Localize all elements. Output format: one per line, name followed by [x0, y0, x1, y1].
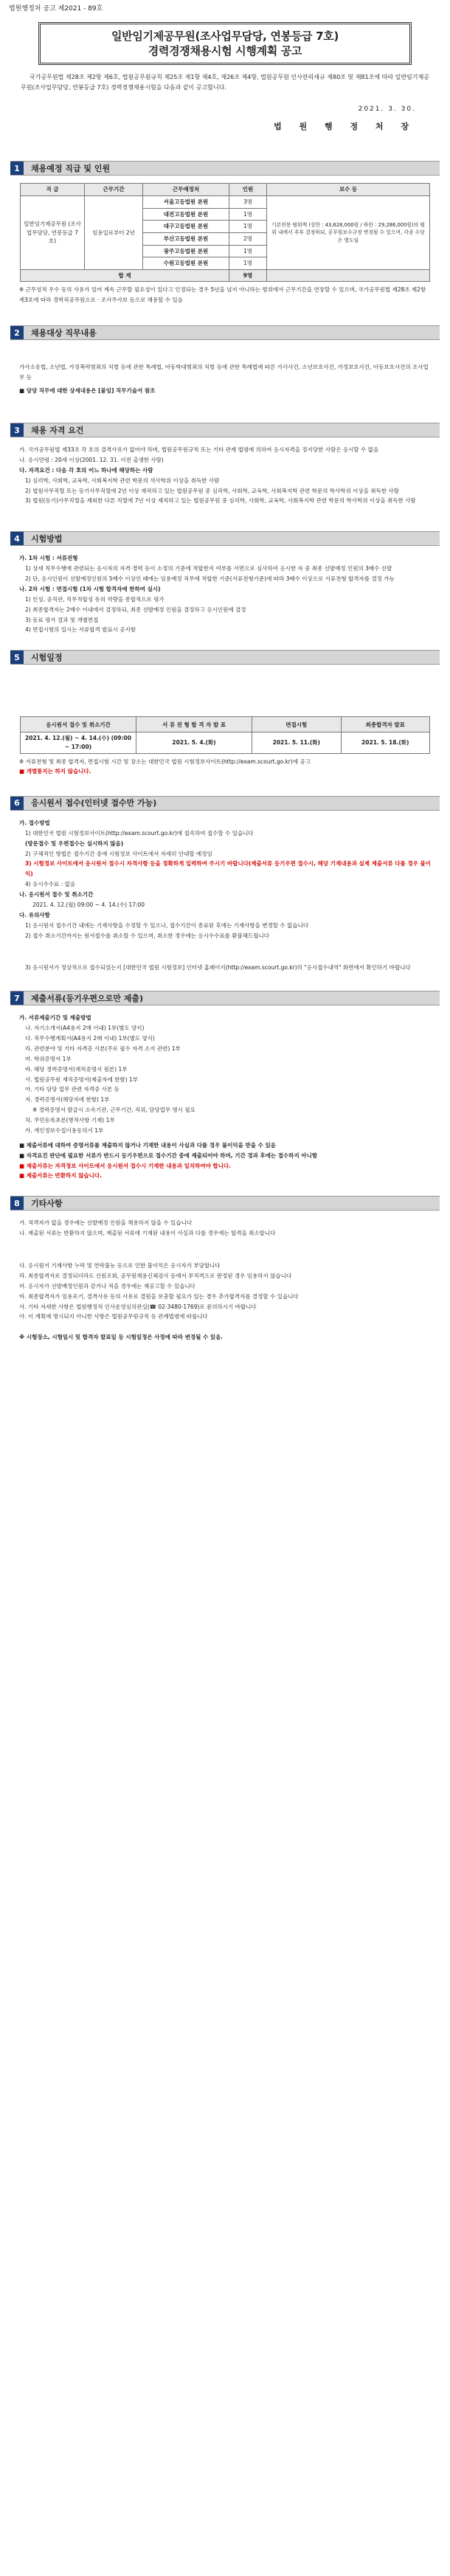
section-header-8	[10, 1196, 440, 1211]
app-line: 나. 응시원서 접수 및 취소기간	[19, 891, 94, 899]
col-header: 인원	[229, 184, 267, 196]
app-line: 2) 구체적인 방법은 접수기간 중에 시험정보 사이트에서 자세히 안내할 예정임	[25, 850, 212, 857]
section-number: 8	[10, 1197, 24, 1210]
app-line: 3) 시험정보 사이트에서 응시원서 접수시 자격사항 등을 정확하게 입력하여 주시기 바랍니다(제출서류 등기우편 접수시, 해당 기재내용과 실제 제출서류 다를 경우 불이익)	[25, 860, 431, 878]
method-item: 2) 최종합격자는 2배수 이내에서 결정하되, 최종 선발예정 인원을 결정하고 응시인원에 결정	[25, 606, 246, 613]
notice-title-line2: 경력경쟁채용시험 시행계획 공고	[148, 44, 302, 58]
app-line: 2) 접수 취소기간까지는 원서접수를 취소할 수 있으며, 취소한 경우에는 응시수수료를 환불해드립니다	[25, 932, 269, 939]
col-header: 면접시험	[252, 717, 341, 733]
count-cell: 3명	[229, 196, 267, 209]
app-line: 3) 응시원서가 정상적으로 접수되었는지 [대한민국 법원 시험정보] 인터넷 홈페이지(http://exam.scourt.go.kr)의 "응시접수내역" 화면에서 확인하기 바랍니다	[25, 964, 411, 972]
method-item: 나. 2차 시험 : 면접시험 (1차 시험 합격자에 한하여 실시)	[19, 585, 161, 592]
section-number: 4	[10, 532, 24, 545]
doc-line: 바. 해당 경력증명서(재직증명서 원본) 1부	[25, 1065, 128, 1073]
doc-line: 가. 서류제출기간 및 제출방법	[19, 1014, 91, 1022]
section-label: 채용 자격 요건	[31, 425, 84, 435]
col-header: 서 류 전 형 합 격 자 발 표	[136, 717, 252, 733]
schedule-warning: ■ 개별통지는 하지 않습니다.	[19, 768, 91, 775]
doc-warning: ■ 자격요건 판단에 필요한 서류가 반드시 등기우편으로 접수기간 중에 제출되어야 하며, 기간 경과 후에는 접수하지 아니함	[19, 1152, 318, 1159]
col-header: 최종합격자 발표	[341, 717, 429, 733]
notice-number: 법원행정처 공고 제2021 - 89호	[9, 5, 103, 13]
method-item: 4) 면접시험의 일시는 서류합격 발표시 공지함	[25, 626, 136, 634]
schedule-cell: 2021. 5. 4.(화)	[136, 733, 252, 753]
doc-warning: ■ 제출서류에 대하여 증명서류를 제출하지 않거나 기재한 내용이 사실과 다를 경우 불이익을 받을 수 있음	[19, 1141, 276, 1149]
office-cell: 서울고등법원 본원	[143, 196, 229, 209]
section-header-6	[10, 796, 440, 811]
section-label: 채용예정 직급 및 인원	[31, 163, 111, 173]
final-note: ※ 시험장소, 시험일시 및 합격자 발표일 등 시험일정은 사정에 따라 변경될 수 있음.	[19, 1334, 224, 1341]
office-cell: 광주고등법원 본원	[143, 245, 229, 257]
section1-note: ※ 근무성적 우수 등의 사유가 있어 계속 근무할 필요성이 있다고 인정되는 경우 5년을 넘지 아니하는 범위에서 근무기간을 연장할 수 있으며, 국가공무원법 제28조 제2항 제3호에 따라 경력직공무원으로 · 조사주사보 등으로 채용할 수 있음	[19, 286, 426, 303]
other-line: 마. 응시자가 선발예정인원과 같거나 적을 경우에는 재공고할 수 있습니다	[19, 1282, 195, 1289]
section-label: 기타사항	[31, 1198, 63, 1208]
col-header: 보수 등	[267, 184, 430, 196]
issuing-agency: 법 원 행 정 처 장	[274, 122, 416, 132]
duties-note: ■ 담당 직무에 대한 상세내용은 [붙임] 직무기술서 참조	[19, 387, 156, 395]
app-line: 4) 응시수수료 : 없음	[25, 881, 76, 888]
intro-paragraph: 국가공무원법 제28조 제2항 제6호, 법원공무원규칙 제25조 제1항 제4호, 제26조 제4항, 법원공무원 인사관리세규 제80조 및 제81조에 따라 일반임기제공무원(조사업무담당, 연봉등급 7호) 경력경쟁채용시험을 다음과 같이 공고합니다.	[21, 73, 429, 91]
doc-line: ※ 경력증명서 발급시 소속기관, 근무기간, 직위, 담당업무 명시 필요	[32, 1107, 195, 1114]
positions-table	[20, 183, 430, 282]
section-header-3	[10, 423, 440, 437]
total-label: 합 계	[21, 269, 229, 282]
section-number: 7	[10, 991, 24, 1005]
qual-sub: 3) 법원(등기)사무직렬을 제외한 다른 직렬에 7년 이상 재직하고 있는 법원공무원 중 심리학, 사회학, 교육학, 사회복지학 관련 학문의 학사학위 이상을 취득한 사람	[25, 497, 416, 505]
app-line: 2021. 4. 12.(월) 09:00 ~ 4. 14.(수) 17:00	[32, 901, 145, 908]
col-header: 응시원서 접수 및 취소기간	[21, 717, 136, 733]
method-item: 3) 동료 평가 결과 및 개별면접	[25, 616, 99, 623]
qual-item: 다. 자격요건 : 다음 각 호의 어느 하나에 해당하는 사람	[19, 466, 153, 474]
section-header-1	[10, 161, 440, 176]
schedule-cell: 2021. 5. 11.(화)	[252, 733, 341, 753]
section-label: 제출서류(등기우편으로만 제출)	[31, 993, 144, 1003]
total-count: 9명	[229, 269, 267, 282]
section-label: 시험일정	[31, 652, 63, 662]
count-cell: 1명	[229, 208, 267, 221]
total-blank	[267, 269, 430, 282]
notice-title-line1: 일반임기제공무원(조사업무담당, 연봉등급 7호)	[111, 30, 339, 43]
doc-line: 자. 경력증명서(해당자에 한함) 1부	[25, 1096, 110, 1104]
schedule-cell: 2021. 4. 12.(월) ~ 4. 14.(수) (09:00 ~ 17:00)	[21, 733, 136, 753]
schedule-cell: 2021. 5. 18.(화)	[341, 733, 429, 753]
method-item: 2) 단, 응시인원이 선발예정인원의 5배수 이상인 때에는 임용예정 직무에 적합한 기준(서류전형기준)에 따라 3배수 이상으로 서류전형 합격자를 결정 가능	[25, 575, 395, 583]
qual-sub: 1) 심리학, 사회학, 교육학, 사회복지학 관련 학문의 석사학위 이상을 취득한 사람	[25, 477, 220, 484]
section-number: 5	[10, 651, 24, 664]
other-line: 라. 최종합격자로 결정되더라도 신원조회, 공무원채용신체검사 등에서 부적격으로 판정된 경우 임용하지 않습니다	[19, 1272, 292, 1279]
section-number: 6	[10, 797, 24, 810]
doc-warning: ■ 제출서류는 자격정보 사이트에서 응시원서 접수시 기재한 내용과 일치하여야 합니다.	[19, 1162, 232, 1169]
pay-cell: 기본연봉 범위액 (상한 : 43,628,000원 / 하한 : 29,286,000원)의 범위 내에서 추후 결정하되, 공무원보수규정 변경될 수 있으며, 각종 수당은 별도임	[267, 196, 430, 270]
count-cell: 2명	[229, 232, 267, 245]
office-cell: 대전고등법원 본원	[143, 208, 229, 221]
doc-line: 카. 개인정보수집이용동의서 1부	[25, 1126, 104, 1134]
qual-item: 가. 국가공무원법 제33조 각 호의 결격사유가 없어야 하며, 법원공무원규칙 또는 기타 관계 법령에 의하여 응시자격을 정지당한 사람은 응시할 수 없음	[19, 446, 379, 454]
app-line: 1) 응시원서 접수기간 내에는 기재사항을 수정할 수 있으나, 접수기간이 종료된 후에는 기재사항을 변경할 수 없습니다	[25, 921, 308, 929]
other-line: 바. 최종합격자가 임용포기, 결격사유 등의 사유로 결원을 보충할 필요가 있는 경우 추가합격자를 결정할 수 있습니다	[19, 1292, 299, 1300]
office-cell: 수원고등법원 본원	[143, 257, 229, 270]
app-line: 가. 접수방법	[19, 819, 50, 826]
section-number: 1	[10, 162, 24, 175]
method-item: 1) 상세 직무수행에 관련되는 응시자의 자격·경력 등이 소정의 기준에 적합한지 여부를 서면으로 심사하여 응시한 자 중 최종 선발예정 인원의 3배수 선발	[25, 565, 392, 572]
method-item: 1) 인성, 공직관, 직무적합성 등의 역량을 종합적으로 평가	[25, 595, 165, 603]
section-header-4	[10, 531, 440, 546]
section-number: 3	[10, 423, 24, 437]
schedule-table	[20, 716, 430, 753]
qual-sub: 2) 법원사무직렬 또는 등기사무직렬에 2년 이상 재직하고 있는 법원공무원 중 심리학, 사회학, 교육학, 사회복지학 관련 학문의 학사학위 이상을 취득한 사람	[25, 487, 399, 494]
doc-line: 아. 기타 담당 업무 관련 자격증 사본 등	[25, 1086, 120, 1093]
qual-item: 나. 응시연령 : 20세 이상(2001. 12. 31. 이전 출생한 사람)	[19, 456, 164, 463]
other-line: 가. 적격자가 없을 경우에는 선발예정 인원을 채용하지 않을 수 있습니다	[19, 1219, 192, 1227]
col-header: 직 급	[21, 184, 85, 196]
rank-cell: 일반임기제공무원 (조사업무담당, 연봉등급 7호)	[21, 196, 85, 270]
count-cell: 1명	[229, 221, 267, 233]
app-line: (방문접수 및 우편접수는 실시하지 않음)	[25, 839, 124, 847]
doc-line: 라. 관련분야 및 기타 자격증 사본(주로 필수 자격 소지 관련) 1부	[25, 1045, 181, 1052]
other-line: 나. 제출된 서류는 반환하지 않으며, 제출된 서류에 기재된 내용이 사실과 다를 경우에는 합격을 취소합니다	[19, 1230, 276, 1237]
section-header-2	[10, 325, 440, 340]
section-number: 2	[10, 326, 24, 339]
app-line: 다. 유의사항	[19, 911, 50, 918]
other-line: 아. 이 계획에 명시되지 아니한 사항은 법원공무원규칙 등 관계법령에 따릅니다	[19, 1313, 208, 1320]
notice-date: 2021. 3. 30.	[358, 105, 416, 113]
doc-line: 사. 법원공무원 재직증명서(제출자에 한함) 1부	[25, 1076, 138, 1083]
duties-text: 가사소송법, 소년법, 가정폭력범죄의 처벌 등에 관한 특례법, 아동학대범죄의 처벌 등에 관한 특례법에 따른 가사사건, 소년보호사건, 가정보호사건, 아동보호사건의 조사업무 등	[19, 364, 429, 381]
section-header-7	[10, 991, 440, 1005]
doc-warning: ■ 제출서류는 반환하지 않습니다.	[19, 1172, 102, 1180]
period-cell: 임용일로부터 2년	[85, 196, 143, 270]
section-label: 시험방법	[31, 533, 63, 544]
office-cell: 부산고등법원 본원	[143, 232, 229, 245]
section-label: 채용대상 직무내용	[31, 328, 97, 338]
section-header-5	[10, 650, 440, 665]
schedule-note: ※ 서류전형 및 최종 합격자, 면접시험 시간 및 장소는 대한민국 법원 시험정보사이트(http://exam.scourt.go.kr)에 공고	[19, 758, 311, 765]
count-cell: 1명	[229, 245, 267, 257]
count-cell: 1명	[229, 257, 267, 270]
doc-line: 마. 학위증명서 1부	[25, 1055, 72, 1062]
doc-line: 다. 직무수행계획서(A4용지 2매 이내) 1부(별도 양식)	[25, 1035, 155, 1042]
doc-line: 나. 자기소개서(A4용지 2매 이내) 1부(별도 양식)	[25, 1025, 145, 1032]
office-cell: 대구고등법원 본원	[143, 221, 229, 233]
app-line: 1) 대한민국 법원 시험정보사이트(http://exam.scourt.go.kr)에 접속하여 접수할 수 있습니다	[25, 829, 254, 837]
col-header: 근무기간	[85, 184, 143, 196]
other-line: 다. 응시원서 기재사항 누락 및 연락불능 등으로 인한 불이익은 응시자가 부담합니다	[19, 1262, 221, 1270]
notice-title-box	[38, 22, 412, 65]
section-label: 응시원서 접수(인터넷 접수만 가능)	[31, 798, 157, 809]
other-line: 사. 기타 자세한 사항은 법원행정처 인사운영심의관실(☎ 02-3480-1769)로 문의하시기 바랍니다	[19, 1303, 257, 1310]
doc-line: 차. 주민등록초본(병적사항 기재) 1부	[25, 1117, 115, 1124]
col-header: 근무예정처	[143, 184, 229, 196]
method-item: 가. 1차 시험 : 서류전형	[19, 555, 78, 562]
